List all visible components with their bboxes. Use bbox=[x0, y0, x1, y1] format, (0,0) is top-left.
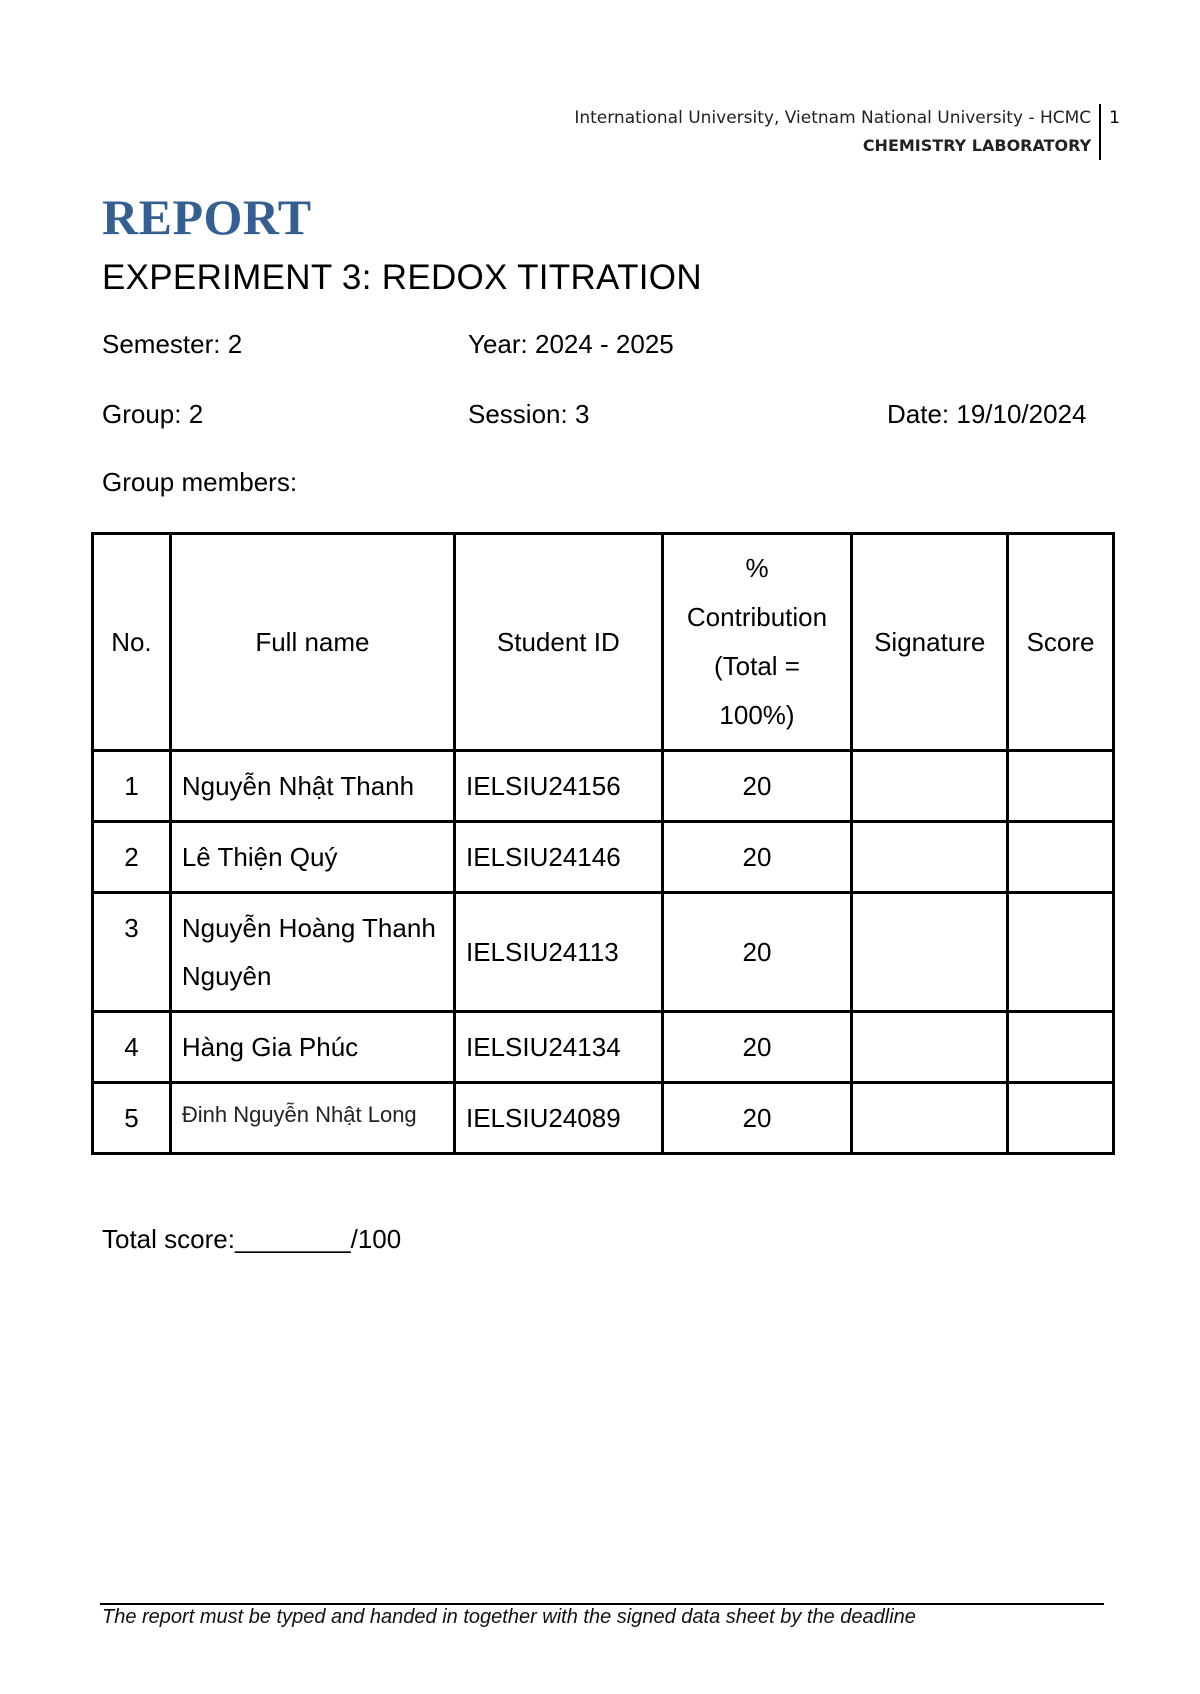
header-no: No. bbox=[93, 534, 171, 751]
university-name: International University, Vietnam National University - HCMC bbox=[574, 108, 1092, 128]
cell-score bbox=[1008, 751, 1114, 822]
header-student-id: Student ID bbox=[454, 534, 662, 751]
header-full-name: Full name bbox=[170, 534, 454, 751]
cell-contribution: 20 bbox=[662, 893, 852, 1012]
cell-student-id: IELSIU24134 bbox=[454, 1012, 662, 1083]
page-number: 1 bbox=[1109, 108, 1120, 128]
table-row bbox=[93, 893, 1114, 1012]
cell-student-id: IELSIU24156 bbox=[454, 751, 662, 822]
table-row bbox=[93, 1012, 1114, 1083]
cell-contribution: 20 bbox=[662, 751, 852, 822]
cell-contribution: 20 bbox=[662, 822, 852, 893]
header-signature: Signature bbox=[852, 534, 1008, 751]
cell-score bbox=[1008, 822, 1114, 893]
experiment-title: EXPERIMENT 3: REDOX TITRATION bbox=[102, 258, 702, 297]
lab-name: CHEMISTRY LABORATORY bbox=[862, 136, 1092, 155]
group-field: Group: 2 bbox=[102, 399, 204, 429]
cell-no: 2 bbox=[93, 822, 171, 893]
cell-signature bbox=[852, 822, 1008, 893]
cell-full-name: Nguyễn Nhật Thanh bbox=[170, 751, 454, 822]
cell-score bbox=[1008, 1083, 1114, 1154]
cell-contribution: 20 bbox=[662, 1012, 852, 1083]
date-field: Date: 19/10/2024 bbox=[887, 399, 1087, 429]
cell-score bbox=[1008, 893, 1114, 1012]
report-title: REPORT bbox=[102, 189, 312, 245]
cell-full-name: Hàng Gia Phúc bbox=[170, 1012, 454, 1083]
cell-no: 4 bbox=[93, 1012, 171, 1083]
cell-full-name: Đinh Nguyễn Nhật Long bbox=[170, 1083, 454, 1154]
cell-full-name: Nguyễn Hoàng Thanh Nguyên bbox=[170, 893, 454, 1012]
cell-no: 5 bbox=[93, 1083, 171, 1154]
cell-no: 1 bbox=[93, 751, 171, 822]
cell-signature bbox=[852, 1012, 1008, 1083]
header-text bbox=[574, 104, 1101, 160]
page-header bbox=[574, 104, 1120, 160]
cell-score bbox=[1008, 1012, 1114, 1083]
cell-signature bbox=[852, 893, 1008, 1012]
table-header-row bbox=[93, 534, 1114, 751]
total-score: Total score:________/100 bbox=[102, 1224, 402, 1254]
cell-no: 3 bbox=[93, 893, 171, 1012]
header-contribution: % Contribution (Total = 100%) bbox=[662, 534, 852, 751]
cell-student-id: IELSIU24089 bbox=[454, 1083, 662, 1154]
table-row bbox=[93, 751, 1114, 822]
cell-full-name: Lê Thiện Quý bbox=[170, 822, 454, 893]
session-field: Session: 3 bbox=[468, 399, 590, 429]
table-row bbox=[93, 822, 1114, 893]
footer-divider bbox=[100, 1603, 1104, 1605]
year-field: Year: 2024 - 2025 bbox=[468, 329, 674, 359]
group-members-label: Group members: bbox=[102, 467, 298, 497]
cell-student-id: IELSIU24146 bbox=[454, 822, 662, 893]
cell-student-id: IELSIU24113 bbox=[454, 893, 662, 1012]
semester-field: Semester: 2 bbox=[102, 329, 243, 359]
cell-signature bbox=[852, 751, 1008, 822]
footer-note: The report must be typed and handed in together with the signed data sheet by the deadline bbox=[102, 1606, 916, 1628]
group-members-table bbox=[91, 532, 1115, 1155]
header-score: Score bbox=[1008, 534, 1114, 751]
cell-contribution: 20 bbox=[662, 1083, 852, 1154]
cell-signature bbox=[852, 1083, 1008, 1154]
table-row bbox=[93, 1083, 1114, 1154]
